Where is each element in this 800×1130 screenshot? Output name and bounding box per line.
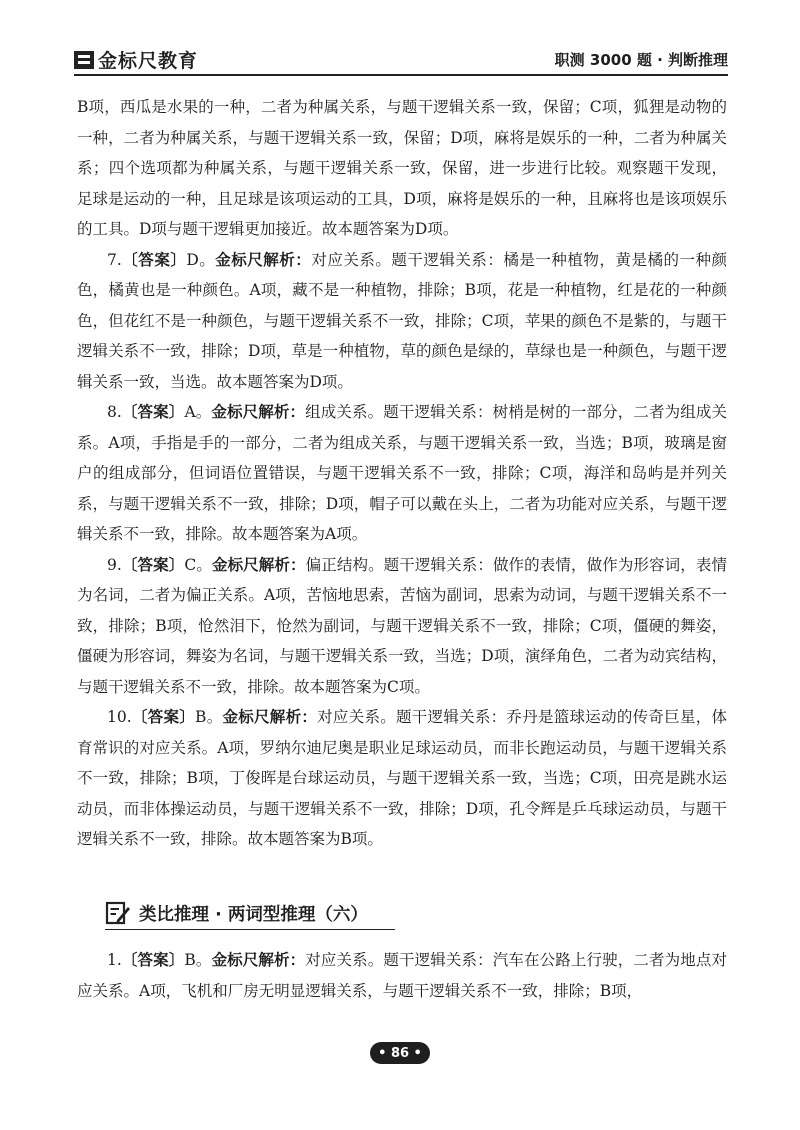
- item-number: 9.: [107, 555, 122, 574]
- answer-tag: 〔答案〕: [131, 708, 196, 726]
- series-title: 职测 3000 题 · 判断推理: [554, 51, 728, 69]
- answer-content: [77, 92, 727, 855]
- analysis-tag: 金标尺解析：: [211, 403, 306, 421]
- paragraph-text: B项，西瓜是水果的一种，二者为种属关系，与题干逻辑关系一致，保留；C项，狐狸是动物的一种，二者为种属关系，与题干逻辑关系一致，保留；D项，麻将是娱乐的一种，二者为种属关系；四个选项都为种属关系，与题干逻辑关系一致，保留，进一步进行比较。观察题干发现，足球是运动的一种，且足球是该项运动的工具，D项，麻将是娱乐的一种，且麻将也是该项娱乐的工具。D项与题干逻辑更加接近。故本题答案为D项。: [77, 98, 727, 238]
- answer-tag: 〔答案〕: [121, 951, 185, 969]
- analysis-text: 对应关系。题干逻辑关系：乔丹是篮球运动的传奇巨星，体育常识的对应关系。A项，罗纳尔迪尼奥是职业足球运动员，而非长跑运动员，与题干逻辑关系不一致，排除；B项，丁俊晖是台球运动员，与题干逻辑关系一致，当选；C项，田亮是跳水运动员，而非体操运动员，与题干逻辑关系不一致，排除；D项，孔令辉是乒乓球运动员，与题干逻辑关系不一致，排除。故本题答案为B项。: [77, 708, 727, 848]
- answer-item-1: [77, 945, 727, 1006]
- answer-tag: 〔答案〕: [121, 250, 187, 269]
- analysis-tag: 金标尺解析：: [211, 951, 306, 969]
- item-number: 8.: [107, 403, 122, 421]
- page-header: [74, 44, 728, 76]
- section-heading: [105, 897, 395, 930]
- analysis-tag: 金标尺解析：: [222, 708, 318, 726]
- answer-item-10: [77, 702, 727, 855]
- section-title: 类比推理 · 两词型推理（六）: [139, 904, 368, 925]
- analysis-text: 组成关系。题干逻辑关系：树梢是树的一部分，二者为组成关系。A项，手指是手的一部分，二者为组成关系，与题干逻辑关系一致，当选；B项，玻璃是窗户的组成部分，但词语位置错误，与题干逻辑关系不一致，排除；C项，海洋和岛屿是并列关系，与题干逻辑关系不一致，排除；D项，帽子可以戴在头上，二者为功能对应关系，与题干逻辑关系不一致，排除。故本题答案为A项。: [77, 403, 727, 543]
- analysis-text: 偏正结构。题干逻辑关系：做作的表情，做作为形容词，表情为名词，二者为偏正关系。A项，苦恼地思索，苦恼为副词，思索为动词，与题干逻辑关系不一致，排除；B项，怆然泪下，怆然为副词，与题干逻辑关系不一致，排除；C项，僵硬的舞姿，僵硬为形容词，舞姿为名词，与题干逻辑关系一致，当选；D项，演绎角色，二者为动宾结构，与题干逻辑关系不一致，排除。故本题答案为C项。: [77, 555, 727, 696]
- answer-item-9: [77, 550, 727, 703]
- analysis-tag: 金标尺解析：: [211, 555, 306, 574]
- analysis-text: 对应关系。题干逻辑关系：橘是一种植物，黄是橘的一种颜色，橘黄也是一种颜色。A项，藏不是一种植物，排除；B项，花是一种植物，红是花的一种颜色，但花红不是一种颜色，与题干逻辑关系不一致，排除；C项，苹果的颜色不是紫的，与题干逻辑关系不一致，排除；D项，草是一种植物，草的颜色是绿的，草绿也是一种颜色，与题干逻辑关系一致，当选。故本题答案为D项。: [77, 250, 727, 391]
- analysis-text: 对应关系。题干逻辑关系：汽车在公路上行驶，二者为地点对应关系。A项，飞机和厂房无明显逻辑关系，与题干逻辑关系不一致，排除；B项，: [77, 951, 727, 1000]
- item-number: 7.: [107, 250, 122, 269]
- logo-text: 金标尺教育: [98, 50, 199, 72]
- answer-item-8: [77, 397, 727, 550]
- answer-tag: 〔答案〕: [121, 555, 185, 574]
- answer-choice: A。: [184, 403, 212, 421]
- analysis-tag: 金标尺解析：: [215, 250, 312, 269]
- item-number: 1.: [107, 951, 122, 969]
- edit-note-icon: [105, 900, 131, 926]
- brand-logo: [74, 46, 198, 73]
- item-number: 10.: [107, 708, 132, 726]
- answer-choice: C。: [184, 555, 212, 574]
- logo-icon: [74, 51, 94, 69]
- answer-choice: B。: [184, 951, 212, 969]
- answer-tag: 〔答案〕: [121, 403, 185, 421]
- page-number: • 86 •: [370, 1042, 430, 1064]
- answer-choice: D。: [186, 250, 216, 269]
- answer-content-2: [77, 945, 727, 1006]
- paragraph: [77, 92, 727, 245]
- answer-choice: B。: [195, 708, 223, 726]
- answer-item-7: [77, 245, 727, 398]
